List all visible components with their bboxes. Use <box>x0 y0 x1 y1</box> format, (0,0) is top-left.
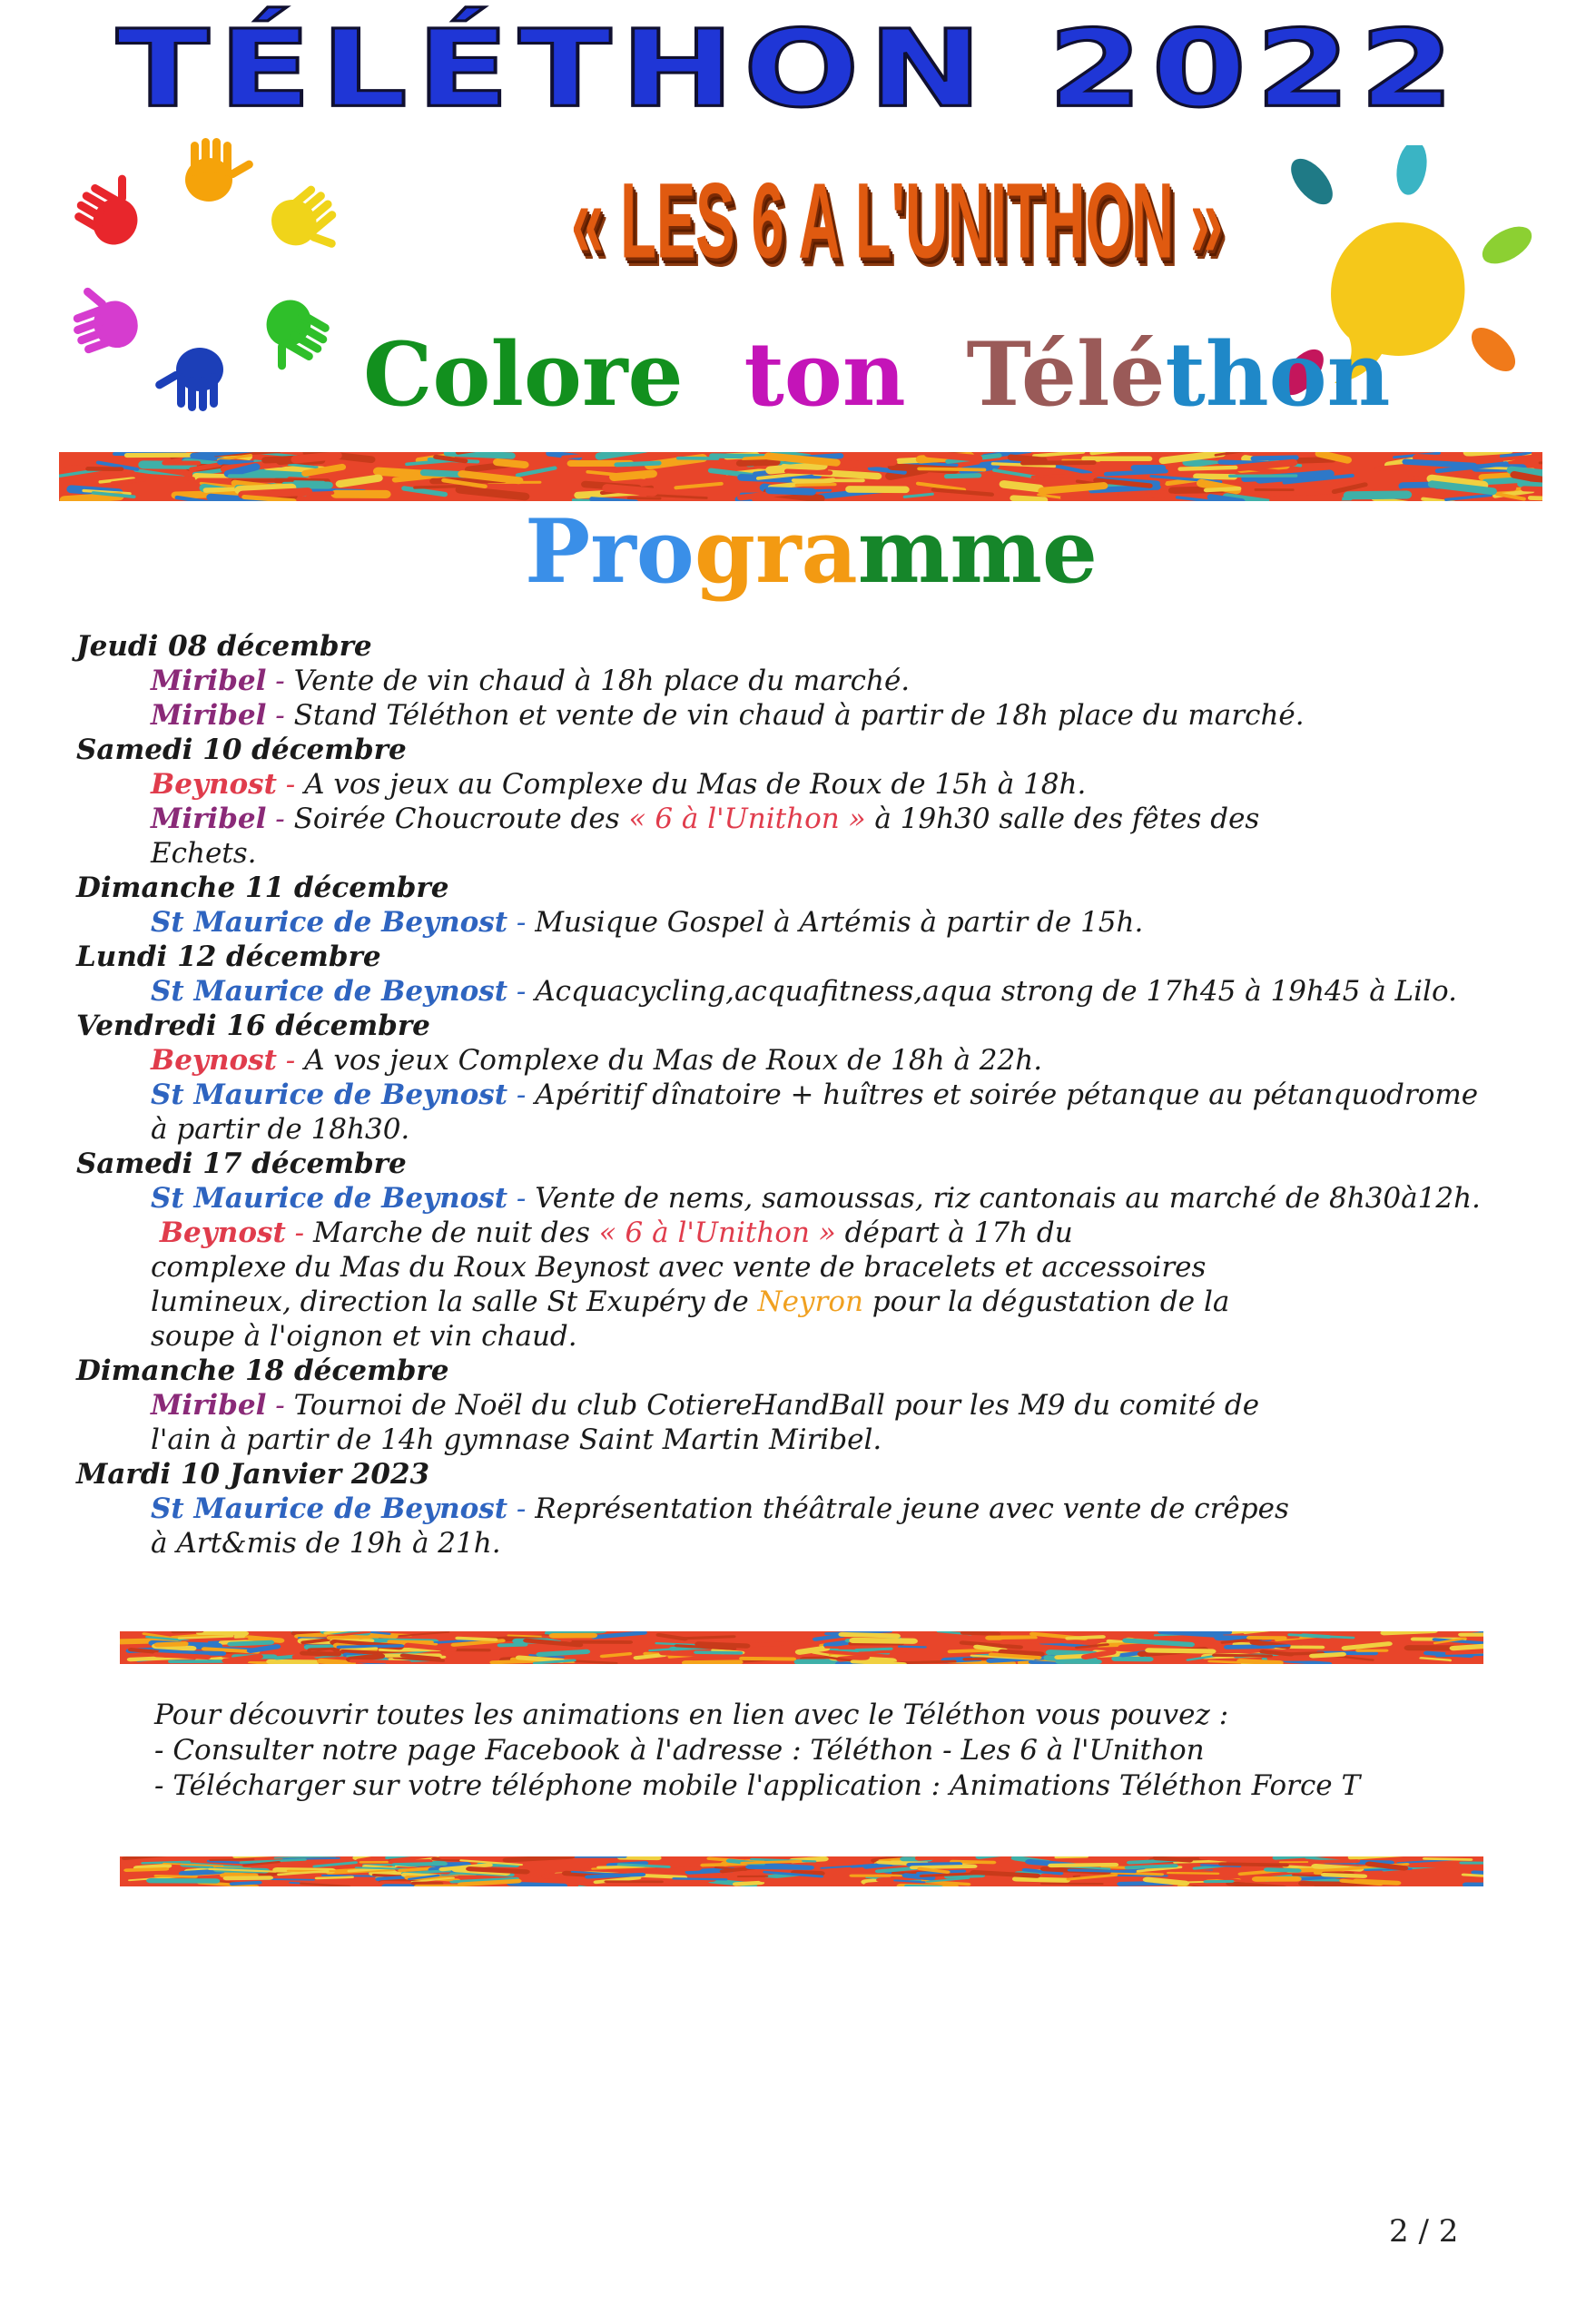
decorative-band-bottom <box>120 1856 1483 1886</box>
event-text: - <box>285 1216 313 1249</box>
programme-heading <box>0 500 1586 603</box>
town-name: St Maurice de Beynost <box>151 1078 508 1111</box>
page-number: 2 / 2 <box>1389 2213 1459 2250</box>
event-line <box>76 698 1529 733</box>
town-name: St Maurice de Beynost <box>151 1492 508 1525</box>
schedule-list <box>76 629 1529 1561</box>
day-label: Mardi 10 Janvier 2023 <box>76 1458 430 1491</box>
programme-part-0: Pro <box>525 500 694 603</box>
town-name: St Maurice de Beynost <box>151 975 508 1008</box>
decorative-band-top <box>59 452 1542 501</box>
day-label: Dimanche 18 décembre <box>76 1354 449 1387</box>
slogan <box>363 323 1391 426</box>
footer-line: - Consulter notre page Facebook à l'adresse : Téléthon - Les 6 à l'Unithon <box>154 1734 1205 1767</box>
event-line <box>76 1181 1529 1216</box>
town-name: Beynost <box>151 1044 277 1077</box>
event-line <box>76 1112 1529 1147</box>
day-label: Samedi 10 décembre <box>76 734 407 766</box>
event-text: - <box>276 1044 305 1077</box>
event-text: Marche de nuit des <box>312 1216 599 1249</box>
event-text: à 19h30 salle des fêtes des <box>865 803 1260 835</box>
decorative-band-middle <box>120 1631 1483 1664</box>
town-name: Miribel <box>151 699 267 732</box>
town-name: Miribel <box>151 1389 267 1422</box>
event-line <box>76 1043 1529 1078</box>
slogan-word-3: thon <box>1165 323 1391 426</box>
event-line <box>76 1423 1529 1457</box>
event-text: Neyron <box>757 1285 863 1318</box>
event-text: Tournoi de Noël du club CotiereHandBall pour les M9 du comité de <box>293 1389 1260 1422</box>
event-line <box>76 836 1529 871</box>
event-text: lumineux, direction la salle St Exupéry de <box>151 1285 758 1318</box>
event-text: Acquacycling,acquafitness,aqua strong de 17h45 à 19h45 à Lilo. <box>535 975 1457 1008</box>
event-subtitle: « LES 6 A L'UNITHON » <box>571 161 1224 281</box>
event-text: départ à 17h du <box>835 1216 1073 1249</box>
slogan-word-1: ton <box>744 323 906 426</box>
event-line <box>76 1250 1529 1285</box>
day-label: Jeudi 08 décembre <box>76 630 372 663</box>
programme-part-2: mme <box>857 500 1098 603</box>
event-text: Vente de vin chaud à 18h place du marché. <box>293 665 911 697</box>
event-line <box>76 905 1529 940</box>
slogan-word-0: Colore <box>363 323 684 426</box>
town-name: Miribel <box>151 665 267 697</box>
event-line <box>76 1526 1529 1561</box>
event-line <box>76 802 1529 836</box>
footer-line: - Télécharger sur votre téléphone mobile l'application : Animations Téléthon Force T <box>154 1769 1361 1802</box>
event-text <box>151 1216 160 1249</box>
day-label: Samedi 17 décembre <box>76 1147 407 1180</box>
event-text: Apéritif dînatoire + huîtres et soirée pétanque au pétanquodrome <box>535 1078 1479 1111</box>
event-text: Vente de nems, samoussas, riz cantonais au marché de 8h30à12h. <box>535 1182 1481 1215</box>
programme-part-1: gra <box>694 500 858 603</box>
event-text: - <box>266 665 294 697</box>
event-line <box>76 1285 1529 1319</box>
event-line <box>76 974 1529 1009</box>
event-text: à partir de 18h30. <box>151 1113 410 1146</box>
event-text: l'ain à partir de 14h gymnase Saint Martin Miribel. <box>151 1423 882 1456</box>
event-line <box>76 1216 1529 1250</box>
event-text: A vos jeux Complexe du Mas de Roux de 18h à 22h. <box>304 1044 1043 1077</box>
footer-note <box>154 1698 1471 1804</box>
event-text: Représentation théâtrale jeune avec vente de crêpes <box>535 1492 1289 1525</box>
town-name: Beynost <box>151 768 277 801</box>
event-text: Soirée Choucroute des <box>293 803 629 835</box>
event-text: - <box>507 1182 536 1215</box>
event-text: soupe à l'oignon et vin chaud. <box>151 1320 577 1353</box>
slogan-word-2: Télé <box>966 323 1166 426</box>
event-line <box>76 1319 1529 1354</box>
event-text: A vos jeux au Complexe du Mas de Roux de 15h à 18h. <box>304 768 1087 801</box>
main-title: TÉLÉTHON 2022 <box>116 7 1463 132</box>
event-text: Musique Gospel à Artémis à partir de 15h. <box>535 906 1144 939</box>
town-name: Miribel <box>151 803 267 835</box>
event-line <box>76 767 1529 802</box>
event-text: - <box>266 699 294 732</box>
event-text: - <box>507 975 536 1008</box>
event-line <box>76 1492 1529 1526</box>
day-label: Lundi 12 décembre <box>76 940 381 973</box>
event-text: - <box>507 1078 536 1111</box>
town-name: St Maurice de Beynost <box>151 1182 508 1215</box>
event-text: - <box>276 768 305 801</box>
event-text: à Art&mis de 19h à 21h. <box>151 1527 501 1560</box>
event-line <box>76 1078 1529 1112</box>
event-text: « 6 à l'Unithon » <box>598 1216 836 1249</box>
event-text: pour la dégustation de la <box>862 1285 1230 1318</box>
event-line <box>76 1388 1529 1423</box>
event-text: Stand Téléthon et vente de vin chaud à partir de 18h place du marché. <box>293 699 1305 732</box>
town-name: St Maurice de Beynost <box>151 906 508 939</box>
event-line <box>76 664 1529 698</box>
event-text: - <box>266 803 294 835</box>
day-label: Vendredi 16 décembre <box>76 1009 430 1042</box>
event-text: - <box>266 1389 294 1422</box>
town-name: Beynost <box>159 1216 286 1249</box>
event-text: complexe du Mas du Roux Beynost avec vente de bracelets et accessoires <box>151 1251 1207 1284</box>
event-text: - <box>507 906 536 939</box>
footer-line: Pour découvrir toutes les animations en lien avec le Téléthon vous pouvez : <box>154 1699 1229 1731</box>
day-label: Dimanche 11 décembre <box>76 872 449 904</box>
event-text: Echets. <box>151 837 257 870</box>
event-text: - <box>507 1492 536 1525</box>
colorful-hands-icon <box>64 136 354 436</box>
event-text: « 6 à l'Unithon » <box>628 803 866 835</box>
